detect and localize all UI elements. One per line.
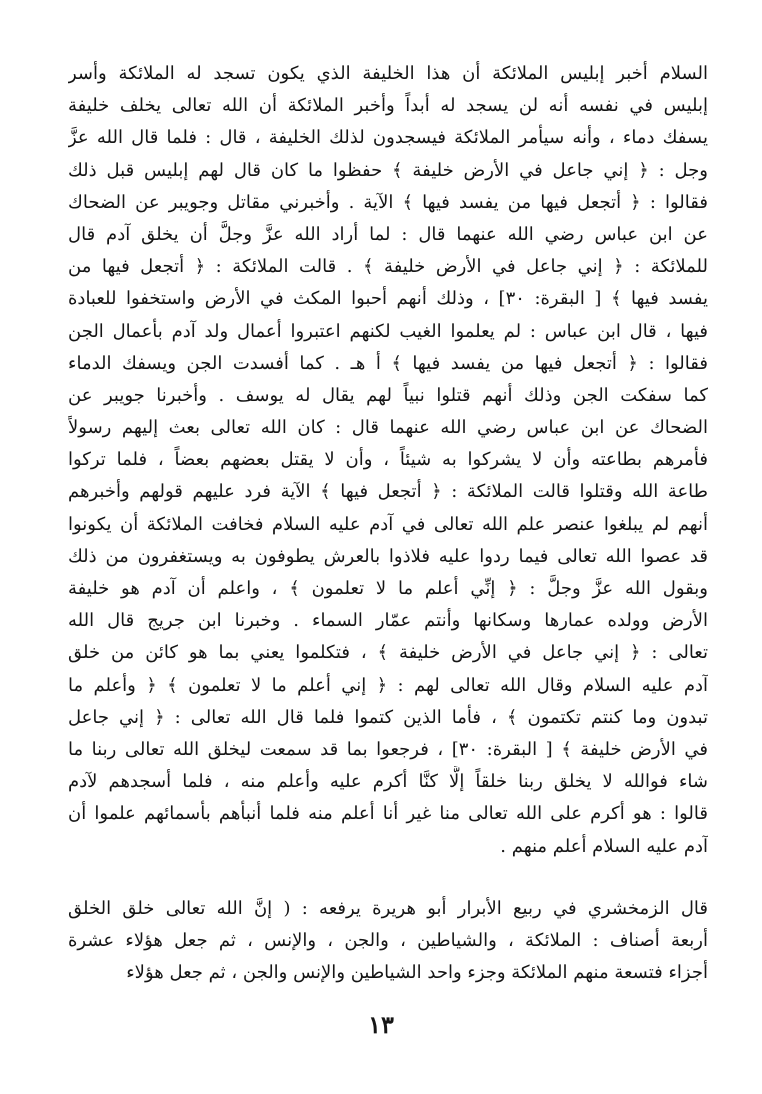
text-line: عن ابن عباس رضي الله عنهما قال : لما أراد الله عزَّ وجلَّ أن يخلق آدم قال [68,223,708,245]
text-line: وجل : ﴿ إني جاعل في الأرض خليفة ﴾ حفظوا ما كان قال لهم إبليس قبل ذلك [68,159,708,181]
text-line: شاء فوالله لا يخلق ربنا خلقاً إلَّا كنَّا أكرم عليه وأعلم منه ، فلما أسجدهم لآدم [68,771,708,793]
text-line: فقالوا : ﴿ أتجعل فيها من يفسد فيها ﴾ أ هـ . كما أفسدت الجن ويسفك الدماء [68,352,708,374]
text-line: الضحاك عن ابن عباس رضي الله عنهما قال : كان الله تعالى بعث إليهم رسولاً [68,417,708,439]
text-line: للملائكة : ﴿ إني جاعل في الأرض خليفة ﴾ . قالت الملائكة : ﴿ أتجعل فيها من [68,256,708,278]
text-line: أربعة أصناف : الملائكة ، والشياطين ، والجن ، والإنس ، ثم جعل هؤلاء عشرة [68,930,708,952]
text-line: فيها ، قال ابن عباس : لم يعلموا الغيب لكنهم اعتبروا أعمال ولد آدم بأعمال الجن [68,320,708,342]
text-line: في الأرض خليفة ﴾ [ البقرة: ٣٠] ، فرجعوا بما قد سمعت ليخلق الله تعالى ربنا ما [68,738,708,760]
text-line: تبدون وما كنتم تكتمون ﴾ ، فأما الذين كتموا فلما قال الله تعالى : ﴿ إني جاعل [68,706,708,728]
text-line: آدم عليه السلام أعلم منهم . [500,835,708,857]
text-line: تعالى : ﴿ إني جاعل في الأرض خليفة ﴾ ، فتكلموا يعني بما هو كائن من خلق [68,642,708,664]
page-number: ١٣ [368,1010,394,1039]
text-line: أجزاء فتسعة منهم الملائكة وجزء واحد الشياطين والإنس والجن ، ثم جعل هؤلاء [126,962,708,984]
text-line: آدم عليه السلام وقال الله تعالى لهم : ﴿ إني أعلم ما لا تعلمون ﴾ ﴿ وأعلم ما [68,674,708,696]
paragraph-1 [68,58,708,863]
text-line: وبقول الله عزَّ وجلَّ : ﴿ إنِّي أعلم ما لا تعلمون ﴾ ، واعلم أن آدم هو خليفة [68,578,708,599]
text-line: يسفك دماء ، وأنه سيأمر الملائكة فيسجدون لذلك الخليفة ، قال : فلما قال الله عزَّ [68,127,708,149]
text-line: يفسد فيها ﴾ [ البقرة: ٣٠] ، وذلك أنهم أحبوا المكث في الأرض واستخفوا للعبادة [68,288,708,310]
text-line: قد عصوا الله تعالى فيما ردوا عليه فلاذوا بالعرش يطوفون به ويستغفرون من ذلك [68,545,708,567]
text-line: قالوا : هو أكرم على الله تعالى منا غير أنا أعلم منه فلما أنبأهم بأسمائهم علموا أن [68,803,708,825]
text-line: أنهم لم يبلغوا عنصر علم الله تعالى في آدم عليه السلام فخافت الملائكة أن يكونوا [68,513,708,535]
text-line: الأرض وولده عمارها وسكانها وأنتم عمّار السماء . وخبرنا ابن جريج قال الله [68,610,708,632]
text-line: طاعة الله وقتلوا قالت الملائكة : ﴿ أتجعل فيها ﴾ الآية فرد عليهم قولهم وأخبرهم [68,481,708,503]
text-line: السلام أخبر إبليس الملائكة أن هذا الخليفة الذي يكون تسجد له الملائكة وأسر [68,63,708,84]
text-line: فقالوا : ﴿ أتجعل فيها من يفسد فيها ﴾ الآية . وأخبرني مقاتل وجويبر عن الضحاك [68,191,708,213]
text-line: إبليس في نفسه أنه لن يسجد له أبداً وأخبر الملائكة أن الله تعالى يخلف خليفة [68,95,708,117]
text-line: فأمرهم بطاعته وأن لا يشركوا به شيئاً ، وأن لا يقتل بعضهم بعضاً ، فلما تركوا [68,449,708,471]
paragraph-2 [68,893,708,990]
text-line: قال الزمخشري في ربيع الأبرار أبو هريرة يرفعه : ( إنَّ الله تعالى خلق الخلق [68,898,708,919]
text-line: كما سفكت الجن وذلك أنهم قتلوا نبياً لهم يقال له يوسف . وأخبرنا جويبر عن [68,384,708,406]
